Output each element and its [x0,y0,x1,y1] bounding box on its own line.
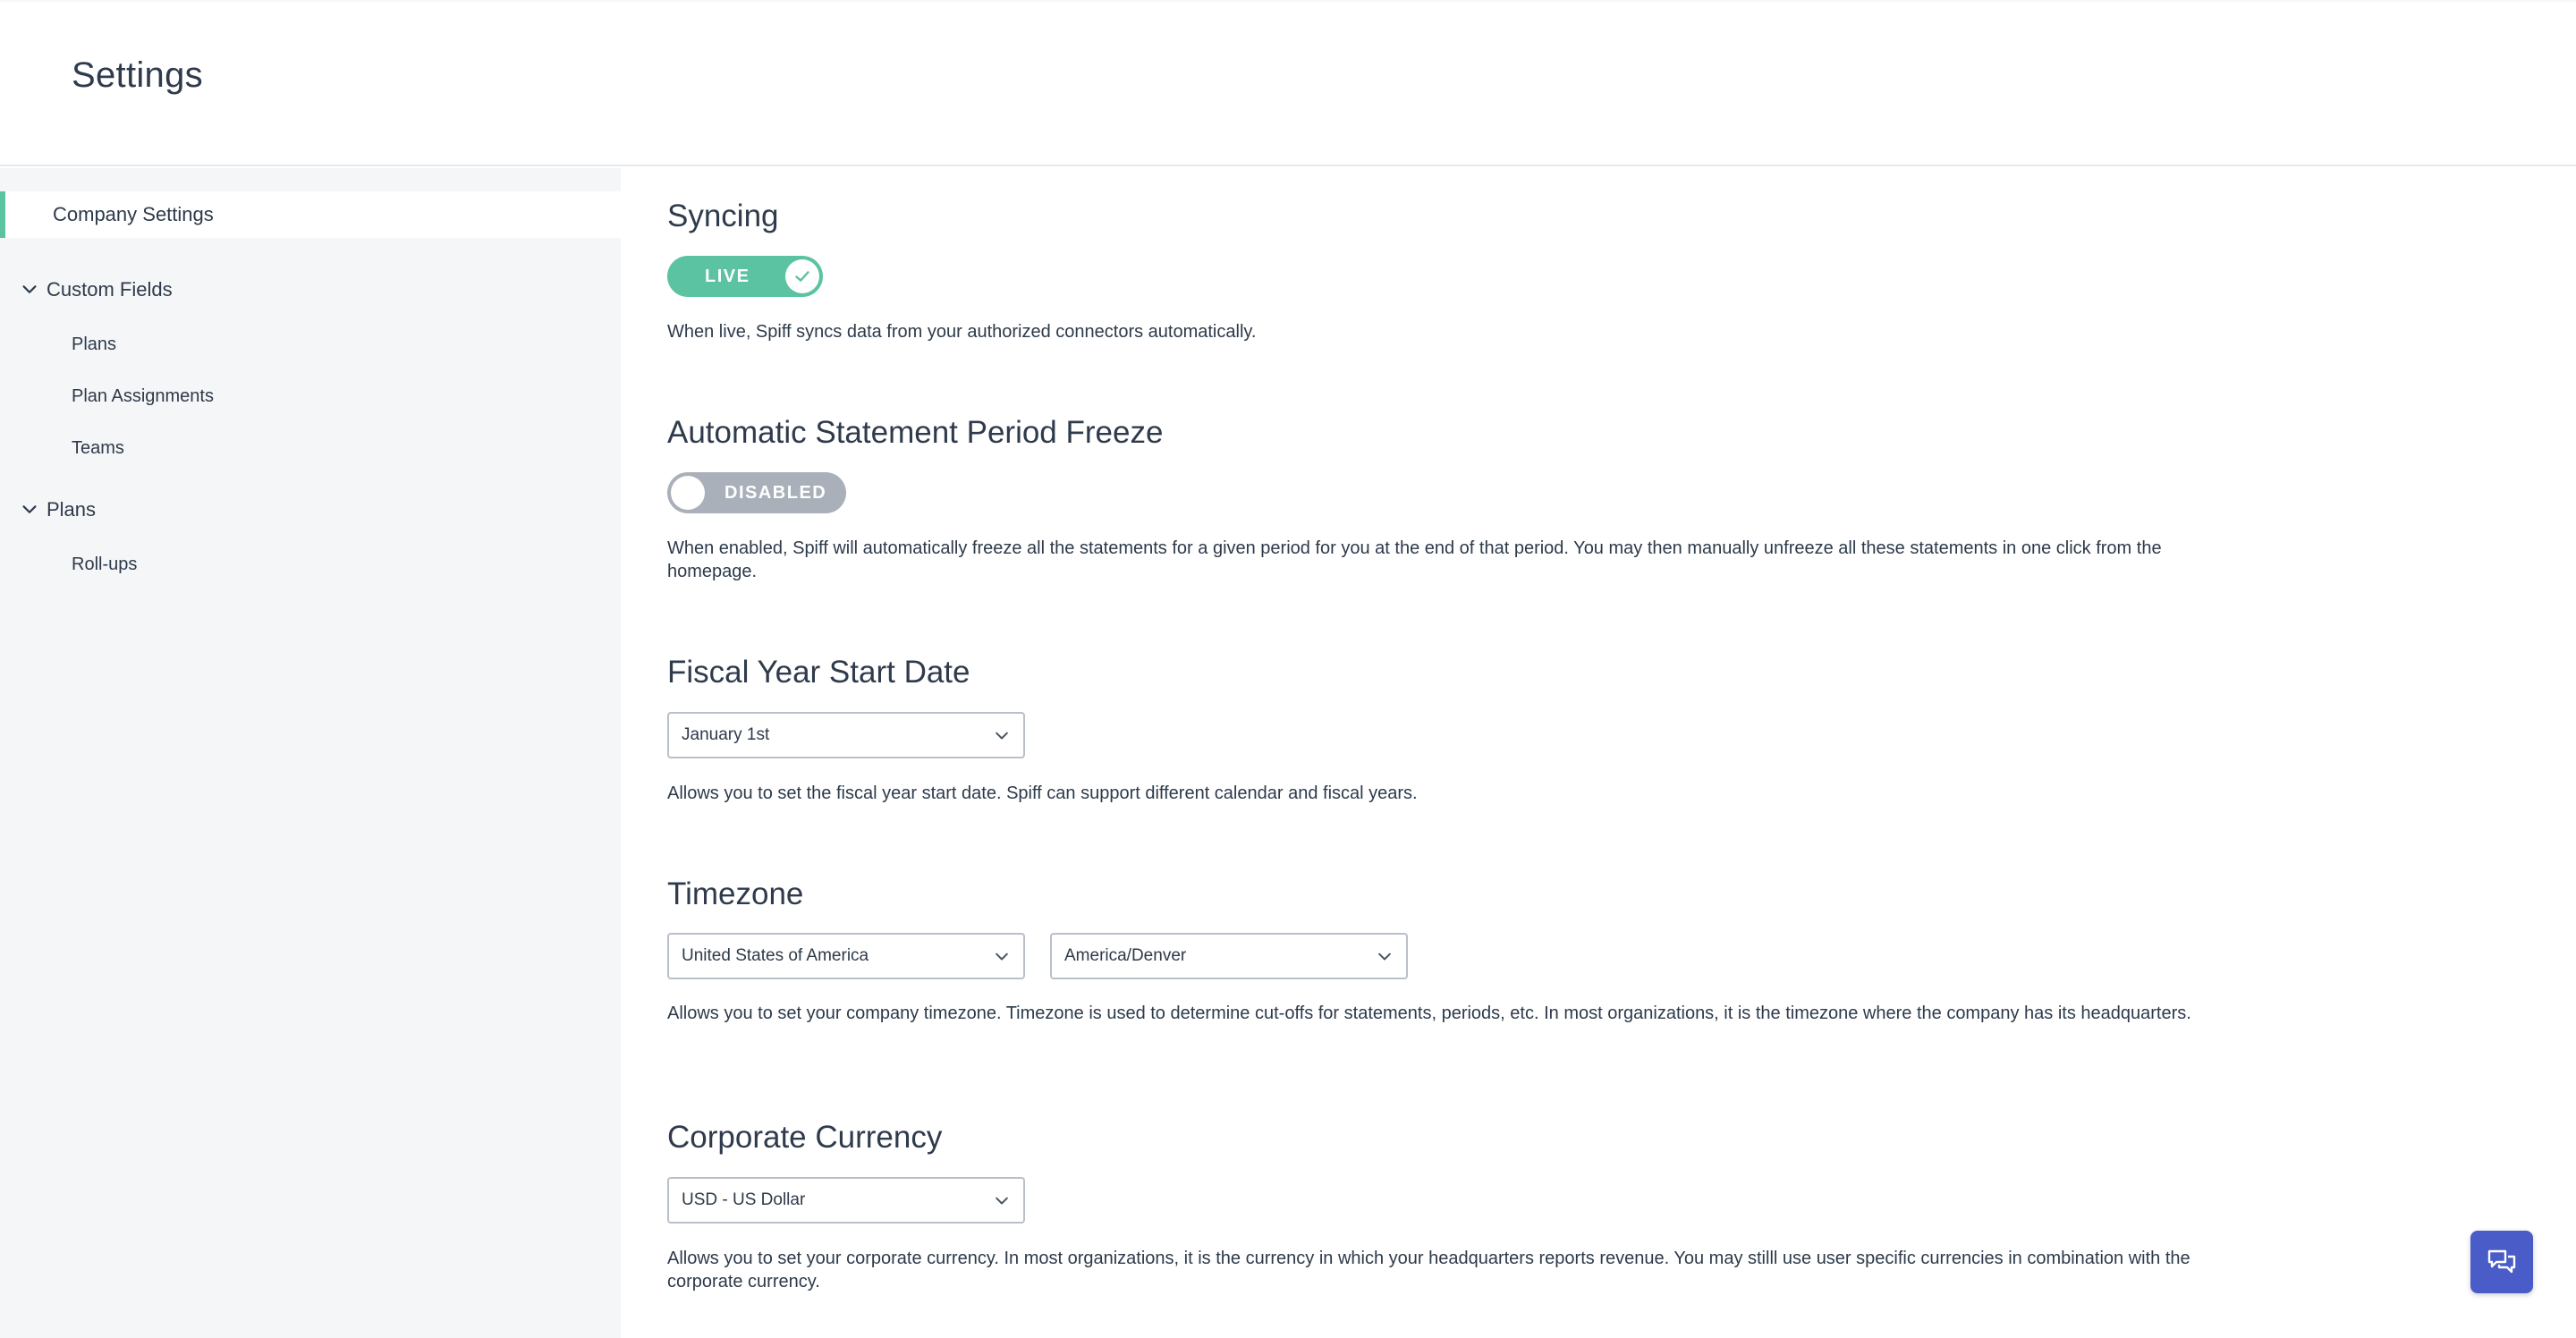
select-value: United States of America [682,946,869,965]
timezone-description: Allows you to set your company timezone. Timezone is used to determine cut-offs for statements, periods, etc. In most organizations, it is the timezone where the company has its headquarters. [667,1004,2191,1023]
currency-select[interactable] [667,1177,1025,1224]
chat-button[interactable] [2470,1231,2533,1293]
sidebar-item-teams[interactable]: Teams [72,438,124,458]
toggle-knob [785,259,819,293]
sidebar-group-plans[interactable] [20,492,96,528]
section-title-fiscal: Fiscal Year Start Date [667,655,970,690]
syncing-toggle[interactable] [667,256,823,297]
page-title: Settings [72,55,203,95]
chat-bubbles-icon [2484,1244,2520,1280]
timezone-select[interactable] [1050,933,1408,979]
sidebar-item-label: Company Settings [53,203,214,225]
currency-description: Allows you to set your corporate currency. In most organizations, it is the currency in which your headquarters reports revenue. You may stilll use user specific currencies in combination with the corporate currency. [667,1249,2190,1291]
top-header [0,0,2576,166]
select-value: USD - US Dollar [682,1190,806,1209]
freeze-toggle[interactable] [667,472,846,513]
sidebar-item-roll-ups[interactable]: Roll-ups [72,555,138,574]
country-select[interactable] [667,933,1025,979]
sidebar-group-label: Custom Fields [47,278,173,301]
check-icon [792,267,812,286]
fiscal-start-select[interactable] [667,712,1025,758]
toggle-knob [671,476,705,510]
sidebar-group-custom-fields[interactable] [20,272,173,308]
freeze-description: When enabled, Spiff will automatically freeze all the statements for a given period for you at the end of that period. You may then manually unfreeze all these statements in one click from the homepage. [667,538,2162,581]
chevron-down-icon [993,948,1011,966]
chevron-down-icon [1376,948,1394,966]
chevron-down-icon [20,500,39,520]
section-title-timezone: Timezone [667,876,804,911]
toggle-label: DISABLED [724,483,827,503]
chevron-down-icon [20,280,39,300]
fiscal-description: Allows you to set the fiscal year start date. Spiff can support different calendar and fiscal years. [667,783,1418,803]
chevron-down-icon [993,727,1011,745]
select-value: America/Denver [1064,946,1187,965]
section-title-syncing: Syncing [667,199,779,233]
sidebar-item-plans[interactable]: Plans [72,334,117,354]
syncing-description: When live, Spiff syncs data from your authorized connectors automatically. [667,322,1257,342]
sidebar [0,168,621,1338]
section-title-freeze: Automatic Statement Period Freeze [667,415,1164,450]
select-value: January 1st [682,725,770,744]
sidebar-item-company-settings[interactable] [0,191,621,238]
section-title-currency: Corporate Currency [667,1120,943,1155]
sidebar-item-plan-assignments[interactable]: Plan Assignments [72,386,214,406]
toggle-label: LIVE [705,267,750,286]
chevron-down-icon [993,1192,1011,1210]
sidebar-group-label: Plans [47,498,97,521]
